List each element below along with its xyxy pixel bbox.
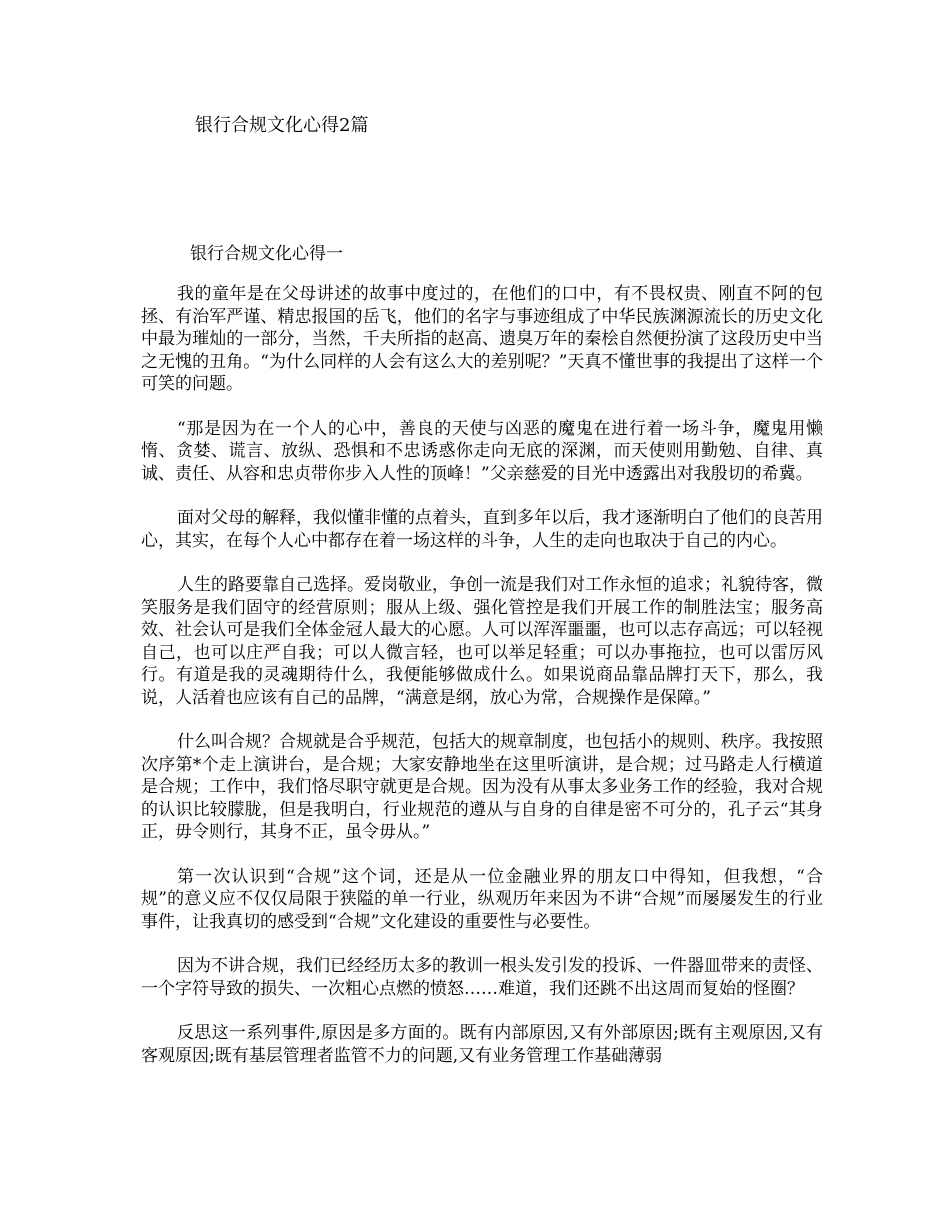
document-title: 银行合规文化心得2篇 [195,115,369,136]
paragraph: “那是因为在一个人的心中，善良的天使与凶恶的魔鬼在进行着一场斗争，魔鬼用懒惰、贪婪、谎言、放纵、恐惧和不忠诱惑你走向无底的深渊，而天使则用勤勉、自律、真诚、责任、从容和忠贞带你步入人性的顶峰！”父亲慈爱的目光中透露出对我殷切的希冀。 [141,418,823,484]
paragraph: 人生的路要靠自己选择。爱岗敬业，争创一流是我们对工作永恒的追求；礼貌待客，微笑服务是我们固守的经营原则；服从上级、强化管控是我们开展工作的制胜法宝；服务高效、社会认可是我们全体金冠人最大的心愿。人可以浑浑噩噩，也可以志存高远；可以轻视自己，也可以庄严自我；可以人微言轻，也可以举足轻重；可以办事拖拉，也可以雷厉风行。有道是我的灵魂期待什么，我便能够做成什么。如果说商品靠品牌打天下，那么，我说，人活着也应该有自己的品牌，“满意是纲，放心为常，合规操作是保障。” [141,575,823,708]
paragraph: 反思这一系列事件,原因是多方面的。既有内部原因,又有外部原因;既有主观原因,又有客观原因;既有基层管理者监管不力的问题,又有业务管理工作基础薄弱 [141,1023,823,1066]
paragraph: 第一次认识到“合规”这个词，还是从一位金融业界的朋友口中得知，但我想，“合规”的意义应不仅仅局限于狭隘的单一行业，纵观历年来因为不讲“合规”而屡屡发生的行业事件，让我真切的感受到“合规”文化建设的重要性与必要性。 [141,866,823,932]
paragraph: 面对父母的解释，我似懂非懂的点着头，直到多年以后，我才逐渐明白了他们的良苦用心，其实，在每个人心中都存在着一场这样的斗争，人生的走向也取决于自己的内心。 [141,508,823,551]
body-text [141,283,823,1089]
paragraph: 什么叫合规？合规就是合乎规范，包括大的规章制度，也包括小的规则、秩序。我按照次序第*个走上演讲台，是合规；大家安静地坐在这里听演讲，是合规；过马路走人行横道是合规；工作中，我们恪尽职守就更是合规。因为没有从事太多业务工作的经验，我对合规的认识比较朦胧，但是我明白，行业规范的遵从与自身的自律是密不可分的，孔子云“其身正，毋令则行，其身不正，虽令毋从。” [141,732,823,842]
paragraph: 我的童年是在父母讲述的故事中度过的，在他们的口中，有不畏权贵、刚直不阿的包拯、有治军严谨、精忠报国的岳飞，他们的名字与事迹组成了中华民族渊源流长的历史文化中最为璀灿的一部分，当然，千夫所指的赵高、遗臭万年的秦桧自然便扮演了这段历史中当之无愧的丑角。“为什么同样的人会有这么大的差别呢？”天真不懂世事的我提出了这样一个可笑的问题。 [141,284,823,394]
paragraph: 因为不讲合规，我们已经经历太多的教训一根头发引发的投诉、一件器皿带来的责怪、一个字符导致的损失、一次粗心点燃的愤怒……难道，我们还跳不出这周而复始的怪圈？ [141,956,823,999]
section-heading: 银行合规文化心得一 [190,244,343,264]
